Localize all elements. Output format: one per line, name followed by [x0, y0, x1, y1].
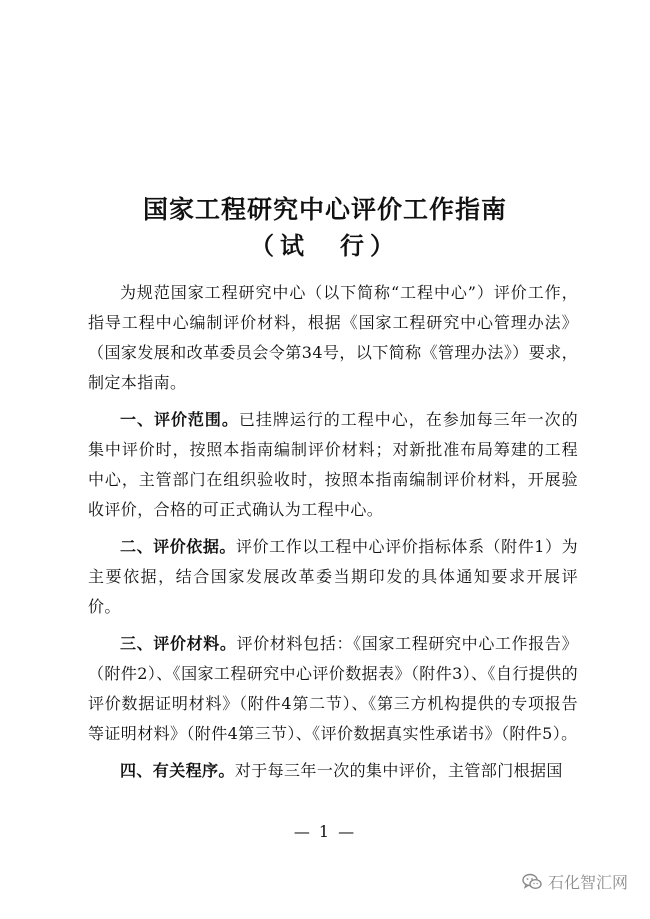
- paragraph-text: 为规范国家工程研究中心（以下简称“工程中心”）评价工作，指导工程中心编制评价材料，根据《国家工程研究中心管理办法》（国家发展和改革委员会令第34号，以下简称《管理办法》）要求，制定本指南。: [88, 283, 578, 392]
- watermark: [522, 870, 628, 893]
- paragraph-text: 评价材料包括：《国家工程研究中心工作报告》（附件2）、《国家工程研究中心评价数据表》（附件3）、《自行提供的评价数据证明材料》（附件4第二节）、《第三方机构提供的专项报告等证明材料》（附件4第三节）、《评价数据真实性承诺书》（附件5）。: [88, 634, 578, 743]
- document-subtitle: （试 行）: [250, 231, 400, 260]
- paragraph-procedure: [88, 756, 578, 786]
- paragraph-intro: [88, 278, 578, 398]
- paragraph-scope: [88, 405, 578, 525]
- paragraph-text: 对于每三年一次的集中评价，主管部门根据国: [234, 761, 563, 780]
- paragraph-heading: 一、评价范围。: [120, 410, 239, 429]
- paragraph-basis: [88, 532, 578, 622]
- wechat-icon: [522, 873, 542, 891]
- paragraph-heading: 二、评价依据。: [120, 537, 236, 556]
- document-body: [88, 278, 578, 793]
- paragraph-text: 已挂牌运行的工程中心，在参加每三年一次的集中评价时，按照本指南编制评价材料；对新批准布局筹建的工程中心，主管部门在组织验收时，按照本指南编制评价材料，开展验收评价，合格的可正式确认为工程中心。: [88, 410, 578, 519]
- page-number: — 1 —: [293, 822, 357, 841]
- paragraph-text: 评价工作以工程中心评价指标体系（附件1）为主要依据，结合国家发展改革委当期印发的具体通知要求开展评价。: [88, 537, 578, 616]
- paragraph-heading: 三、评价材料。: [120, 634, 237, 653]
- watermark-text: 石化智汇网: [547, 873, 628, 892]
- paragraph-materials: [88, 629, 578, 749]
- document-title: 国家工程研究中心评价工作指南: [142, 195, 507, 224]
- paragraph-heading: 四、有关程序。: [120, 761, 235, 780]
